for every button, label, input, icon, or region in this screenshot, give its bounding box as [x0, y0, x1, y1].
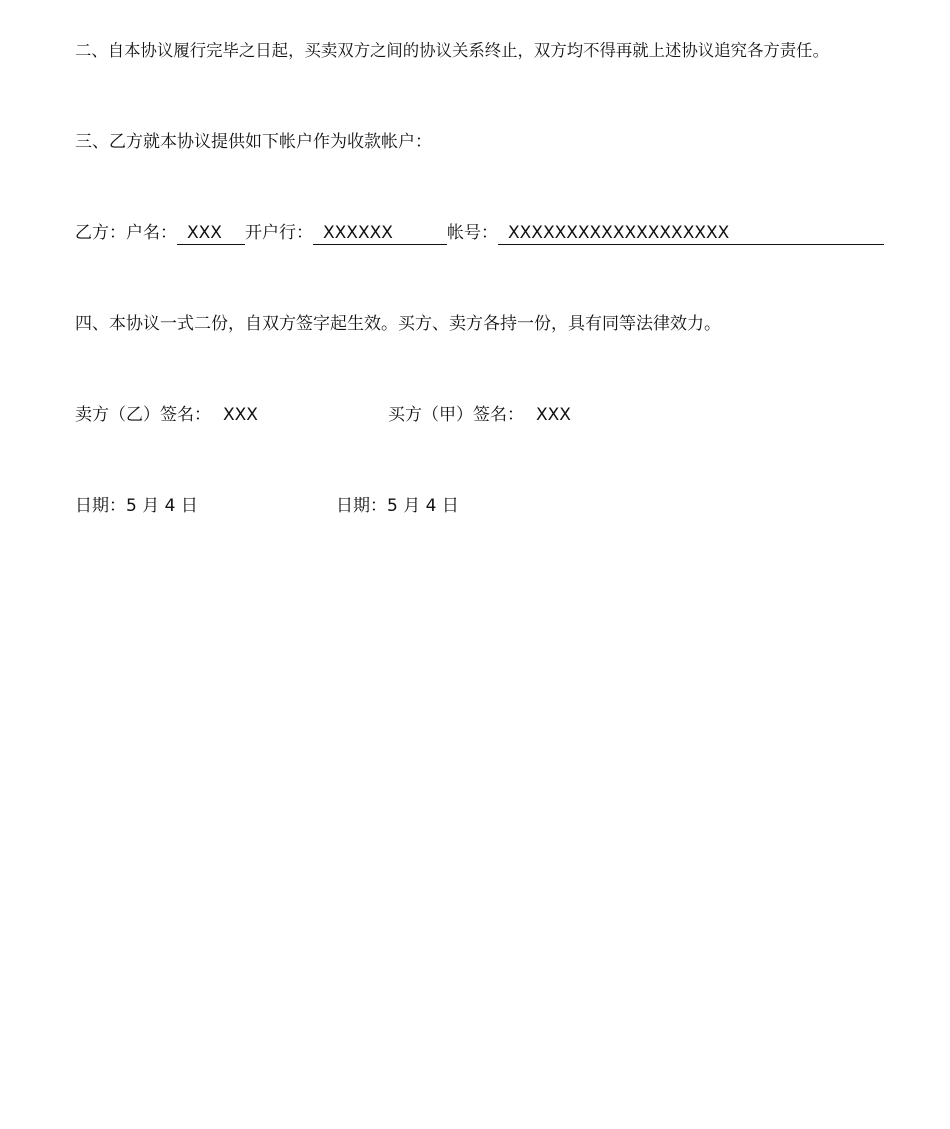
buyer-signature — [388, 403, 571, 427]
seller-date: 日期：5 月 4 日 — [75, 496, 198, 516]
buyer-signature-value: XXX — [536, 405, 571, 425]
clause-four: 四、本协议一式二份，自双方签字起生效。买方、卖方各持一份，具有同等法律效力。 — [75, 314, 721, 334]
account-number-label: 帐号： — [447, 223, 498, 243]
account-bank-label: 开户行： — [245, 223, 313, 243]
account-bank-value: XXXXXX — [323, 223, 393, 243]
account-number-value: XXXXXXXXXXXXXXXXXXX — [508, 223, 730, 243]
buyer-signature-label: 买方（甲）签名： — [388, 405, 524, 425]
date-line — [75, 494, 459, 518]
account-bank-field — [313, 223, 447, 245]
clause-three: 三、乙方就本协议提供如下帐户作为收款帐户： — [75, 132, 432, 152]
signature-line — [75, 403, 571, 427]
account-name-value: XXX — [187, 223, 222, 243]
buyer-date: 日期：5 月 4 日 — [336, 496, 459, 516]
account-number-field — [498, 223, 884, 245]
seller-signature-label: 卖方（乙）签名： — [75, 405, 211, 425]
clause-two: 二、自本协议履行完毕之日起，买卖双方之间的协议关系终止，双方均不得再就上述协议追究各方责任。 — [75, 41, 829, 60]
account-party-label: 乙方：户名： — [75, 223, 177, 243]
seller-signature-value: XXX — [223, 405, 258, 425]
account-name-field — [177, 223, 245, 245]
account-info-line — [75, 221, 884, 245]
